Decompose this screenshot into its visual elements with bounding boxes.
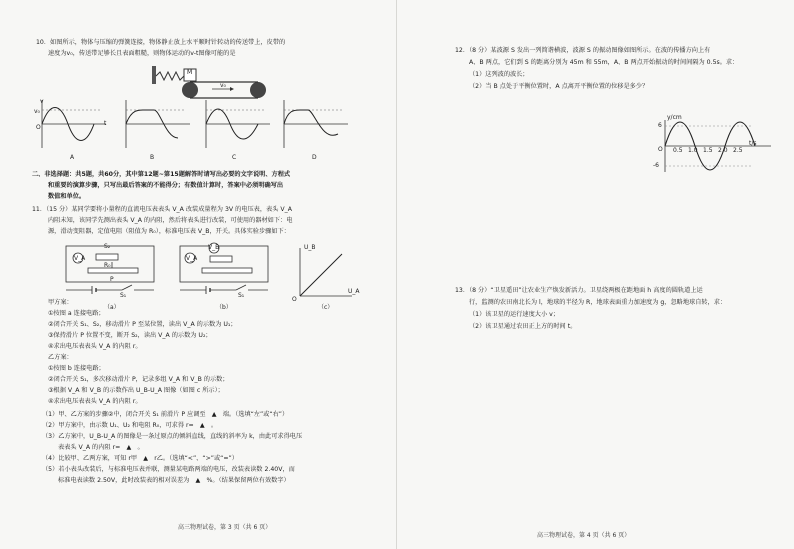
plan-yi-step1: ①按图 b 连接电路； bbox=[48, 365, 105, 372]
q12-vibration-graph bbox=[655, 118, 775, 174]
plan-yi-step2: ②闭合开关 S₁，多次移动滑片 P，记录多组 V_A 和 V_B 的示数； bbox=[48, 376, 229, 383]
plan-yi-step3: ③根据 V_A 和 V_B 的示数作出 U_B-U_A 图像（如图 c 所示）； bbox=[48, 387, 224, 394]
plan-jia-step4: ④求出电压表表头 V_A 的内阻 r。 bbox=[48, 343, 142, 350]
plan-yi-title: 乙方案： bbox=[48, 354, 73, 361]
q12-tick-1-5: 1.5 bbox=[703, 147, 713, 154]
q11-sub3b: 表表头 V_A 的内阻 r= ▲ 。 bbox=[58, 444, 144, 451]
fig-a-caption: （a） bbox=[104, 304, 120, 311]
circuit-b bbox=[176, 242, 276, 300]
q10-line1: 10．如图所示，物体与压缩的弹簧连接，物体静止放上水平顺时针转动的传送带上，皮带的 bbox=[36, 39, 286, 46]
q10-axis-v: v bbox=[40, 98, 44, 105]
option-a: A bbox=[70, 154, 75, 161]
q11-sub4: （4）比较甲、乙两方案，可知 r甲 ▲ r乙。（选填“<”、“>”或“=”） bbox=[42, 455, 238, 462]
q13-line4: （2）该卫星通过农田正上方的时间 t。 bbox=[469, 323, 577, 330]
q10-graph-c bbox=[200, 98, 272, 150]
option-d: D bbox=[312, 154, 317, 161]
q13-line3: （1）该卫星的运行速度大小 v； bbox=[469, 311, 560, 318]
q13-line2: 行，监测的农田南北长为 l，地球的半径为 R，地球表面重力加速度为 g，忽略地球自转，求： bbox=[469, 299, 727, 306]
q10-belt-figure bbox=[150, 66, 270, 100]
circuit-b-vb: V_B bbox=[208, 244, 220, 251]
q12-line4: （2）当 B 点处于平衡位置时，A 点离开平衡位置的位移是多少？ bbox=[469, 83, 649, 90]
circuit-a-s1: S₁ bbox=[120, 292, 127, 299]
q11-sub5a: （5）若小表头改装后，与标准电压表并联，测量某电路两端的电压，改装表读数 2.40V，而 bbox=[42, 466, 295, 473]
option-c: C bbox=[232, 154, 237, 161]
plan-yi-step4: ④求出电压表表头 V_A 的内阻 r。 bbox=[48, 398, 142, 405]
q11-sub3a: （3）乙方案中，U_B-U_A 的图像是一条过原点的倾斜直线，直线的斜率为 k，由此可求得电压 bbox=[42, 433, 303, 440]
q10-graph-b bbox=[120, 98, 192, 150]
circuit-b-va: V_A bbox=[186, 255, 198, 262]
circuit-a-va: V_A bbox=[74, 255, 86, 262]
q12-tick-2-0: 2.0 bbox=[718, 147, 728, 154]
q12-line1: 12．（8 分）某波源 S 发出一列简谐横波，波源 S 的振动图像如图所示。在波的传播方向上有 bbox=[455, 47, 711, 54]
plan-jia-step2: ②闭合开关 S₁、S₂，移动滑片 P 至某位置，读出 V_A 的示数为 U₁； bbox=[48, 321, 237, 328]
graph-c-o: O bbox=[292, 296, 297, 303]
q12-y-max: 6 bbox=[658, 122, 662, 129]
circuit-b-s1: S₁ bbox=[238, 292, 245, 299]
q12-y-axis: y/cm bbox=[667, 114, 682, 121]
q11-line2: 内阻未知，该同学先测出表头 V_A 的内阻，然后将表头进行改装，可使用的器材如下：电 bbox=[48, 217, 293, 224]
plan-jia-step3: ③保持滑片 P 位置不变，断开 S₂，读出 V_A 的示数为 U₂； bbox=[48, 332, 212, 339]
q11-graph-c bbox=[294, 246, 354, 302]
q13-line1: 13．（8 分）“卫星遥田”让农业生产焕发新活力。卫星绕两极在距地面 h 高度的圆轨道上运 bbox=[455, 287, 703, 294]
q12-y-min: -6 bbox=[653, 162, 659, 169]
q12-line2: A、B 两点，它们到 S 的距离分别为 45m 和 55m，A、B 两点开始振动的时间间隔为 0.5s。求： bbox=[469, 59, 739, 66]
q11-sub2: （2）甲方案中，由示数 U₁、U₂ 和电阻 R₀，可求得 r= ▲ 。 bbox=[42, 422, 218, 429]
q11-line3: 源，滑动变阻器，定值电阻（阻值为 R₀），标准电压表 V_B，开关。具体实验步骤如下： bbox=[48, 228, 290, 235]
section2-line2: 和重要的演算步骤，只写出最后答案的不能得分；有数值计算时，答案中必须明确写出 bbox=[48, 182, 284, 189]
section2-line3: 数值和单位。 bbox=[48, 193, 86, 200]
circuit-a-r0: R₀ bbox=[104, 262, 111, 269]
circuit-a bbox=[62, 242, 162, 300]
left-footer: 高三物理试卷，第 3 页（共 6 页） bbox=[178, 524, 272, 531]
option-b: B bbox=[150, 154, 155, 161]
q10-mass-label: M bbox=[187, 69, 193, 76]
q11-sub5b: 标准电表读数 2.50V，此时改装表的相对误差为 ▲ %。（结果保留两位有效数字） bbox=[58, 477, 290, 484]
q10-graph-d bbox=[278, 98, 350, 150]
q12-tick-0-5: 0.5 bbox=[673, 147, 683, 154]
plan-jia-step1: ①按图 a 连接电路； bbox=[48, 310, 105, 317]
right-footer: 高三物理试卷，第 4 页（共 6 页） bbox=[537, 532, 631, 539]
fig-b-caption: （b） bbox=[216, 304, 232, 311]
circuit-a-p: P bbox=[110, 276, 114, 283]
graph-c-ua: U_A bbox=[348, 288, 360, 295]
right-page bbox=[397, 0, 794, 549]
section2-line1: 二、非选择题：共5题，共60分，其中第12题~第15题解答时请写出必要的文字说明、方程式 bbox=[32, 171, 291, 178]
q12-origin: O bbox=[658, 146, 663, 153]
q10-graph-a bbox=[36, 98, 108, 150]
plan-jia-title: 甲方案： bbox=[48, 299, 73, 306]
q11-sub1: （1）甲、乙方案的步骤②中，闭合开关 S₁ 前滑片 P 应调至 ▲ 端。（选填“左”或“右”） bbox=[42, 411, 289, 418]
q10-axis-o: O bbox=[36, 124, 41, 131]
q10-belt-speed: v₀ bbox=[220, 82, 226, 89]
q12-line3: （1）这列波的波长； bbox=[469, 71, 529, 78]
q12-tick-2-5: 2.5 bbox=[733, 147, 743, 154]
q10-axis-v0: v₀ bbox=[34, 108, 40, 115]
graph-c-ub: U_B bbox=[304, 244, 316, 251]
q12-tick-1-0: 1.0 bbox=[688, 147, 698, 154]
q10-axis-t: t bbox=[104, 120, 107, 127]
q11-line1: 11．（15 分）某同学要将小量程的直流电压表表头 V_A 改装成量程为 3V 的电压表，表头 V_A bbox=[32, 206, 292, 213]
fig-c-caption: （c） bbox=[318, 304, 334, 311]
circuit-a-s2: S₂ bbox=[104, 243, 111, 250]
q10-line2: 速度为v₀，传送带足够长且表面粗糙，则物体运动的v-t图像可能的是 bbox=[48, 50, 236, 57]
q12-t-axis: t/s bbox=[749, 140, 757, 147]
